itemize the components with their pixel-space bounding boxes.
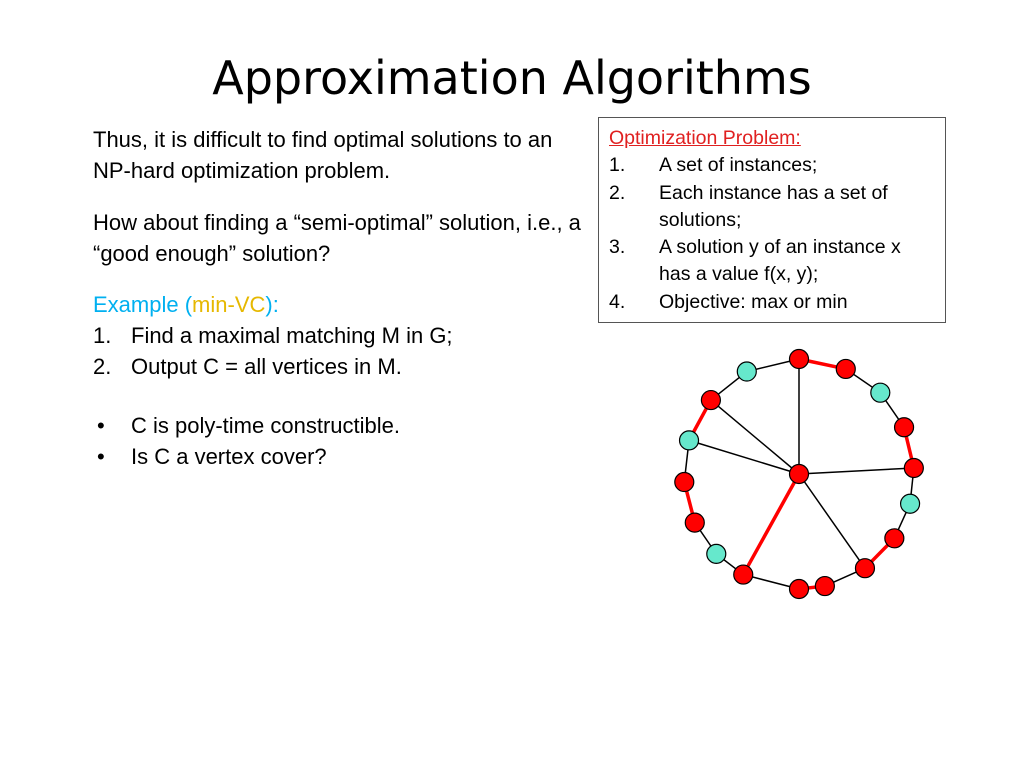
example-prefix: Example ( xyxy=(93,292,193,317)
bullet-text: C is poly-time constructible. xyxy=(131,413,400,438)
box-item-number: 4. xyxy=(609,290,626,313)
box-item-number: 3. xyxy=(609,236,626,259)
question-paragraph: How about finding a “semi-optimal” solution, i.e., a “good enough” solution? xyxy=(93,210,581,266)
matched-vertex xyxy=(815,577,834,596)
unmatched-vertex xyxy=(901,494,920,513)
matched-vertex xyxy=(836,359,855,378)
matching-edge xyxy=(743,474,799,575)
example-suffix: ): xyxy=(265,292,279,317)
matched-vertex xyxy=(895,418,914,437)
bullet-icon: • xyxy=(97,413,105,438)
matched-vertex xyxy=(904,458,923,477)
box-item-number: 1. xyxy=(609,154,626,177)
step-text: Output C = all vertices in M. xyxy=(131,354,402,379)
step-number: 2. xyxy=(93,354,112,379)
step-text: Find a maximal matching M in G; xyxy=(131,323,453,348)
unmatched-vertex xyxy=(737,362,756,381)
center-vertex xyxy=(790,465,809,484)
matched-vertex xyxy=(790,350,809,369)
unmatched-vertex xyxy=(680,431,699,450)
graph-spoke-edge xyxy=(711,400,799,474)
matched-vertex xyxy=(790,580,809,599)
graph-spoke-edge xyxy=(799,468,914,474)
matched-vertex xyxy=(855,559,874,578)
matched-vertex xyxy=(675,473,694,492)
bullet-icon: • xyxy=(97,444,105,469)
matched-vertex xyxy=(701,391,720,410)
box-item-text: Each instance has a set of solutions; xyxy=(659,181,888,231)
box-item-text: Objective: max or min xyxy=(659,290,848,313)
slide-title: Approximation Algorithms xyxy=(212,51,812,105)
unmatched-vertex xyxy=(707,544,726,563)
box-item-text: A set of instances; xyxy=(659,154,818,177)
graph-spoke-edge xyxy=(689,440,799,474)
intro-paragraph: Thus, it is difficult to find optimal solutions to an NP-hard optimization problem. xyxy=(93,127,553,183)
unmatched-vertex xyxy=(871,383,890,402)
box-item-text: A solution y of an instance x has a value f(x, y); xyxy=(659,236,901,286)
bullet-text: Is C a vertex cover? xyxy=(131,444,327,469)
example-highlight: min-VC xyxy=(192,292,266,317)
step-number: 1. xyxy=(93,323,112,348)
matched-vertex xyxy=(685,513,704,532)
box-title: Optimization Problem: xyxy=(609,127,801,149)
graph-spoke-edge xyxy=(799,474,865,568)
matched-vertex xyxy=(734,565,753,584)
matched-vertex xyxy=(885,529,904,548)
box-item-number: 2. xyxy=(609,181,626,204)
